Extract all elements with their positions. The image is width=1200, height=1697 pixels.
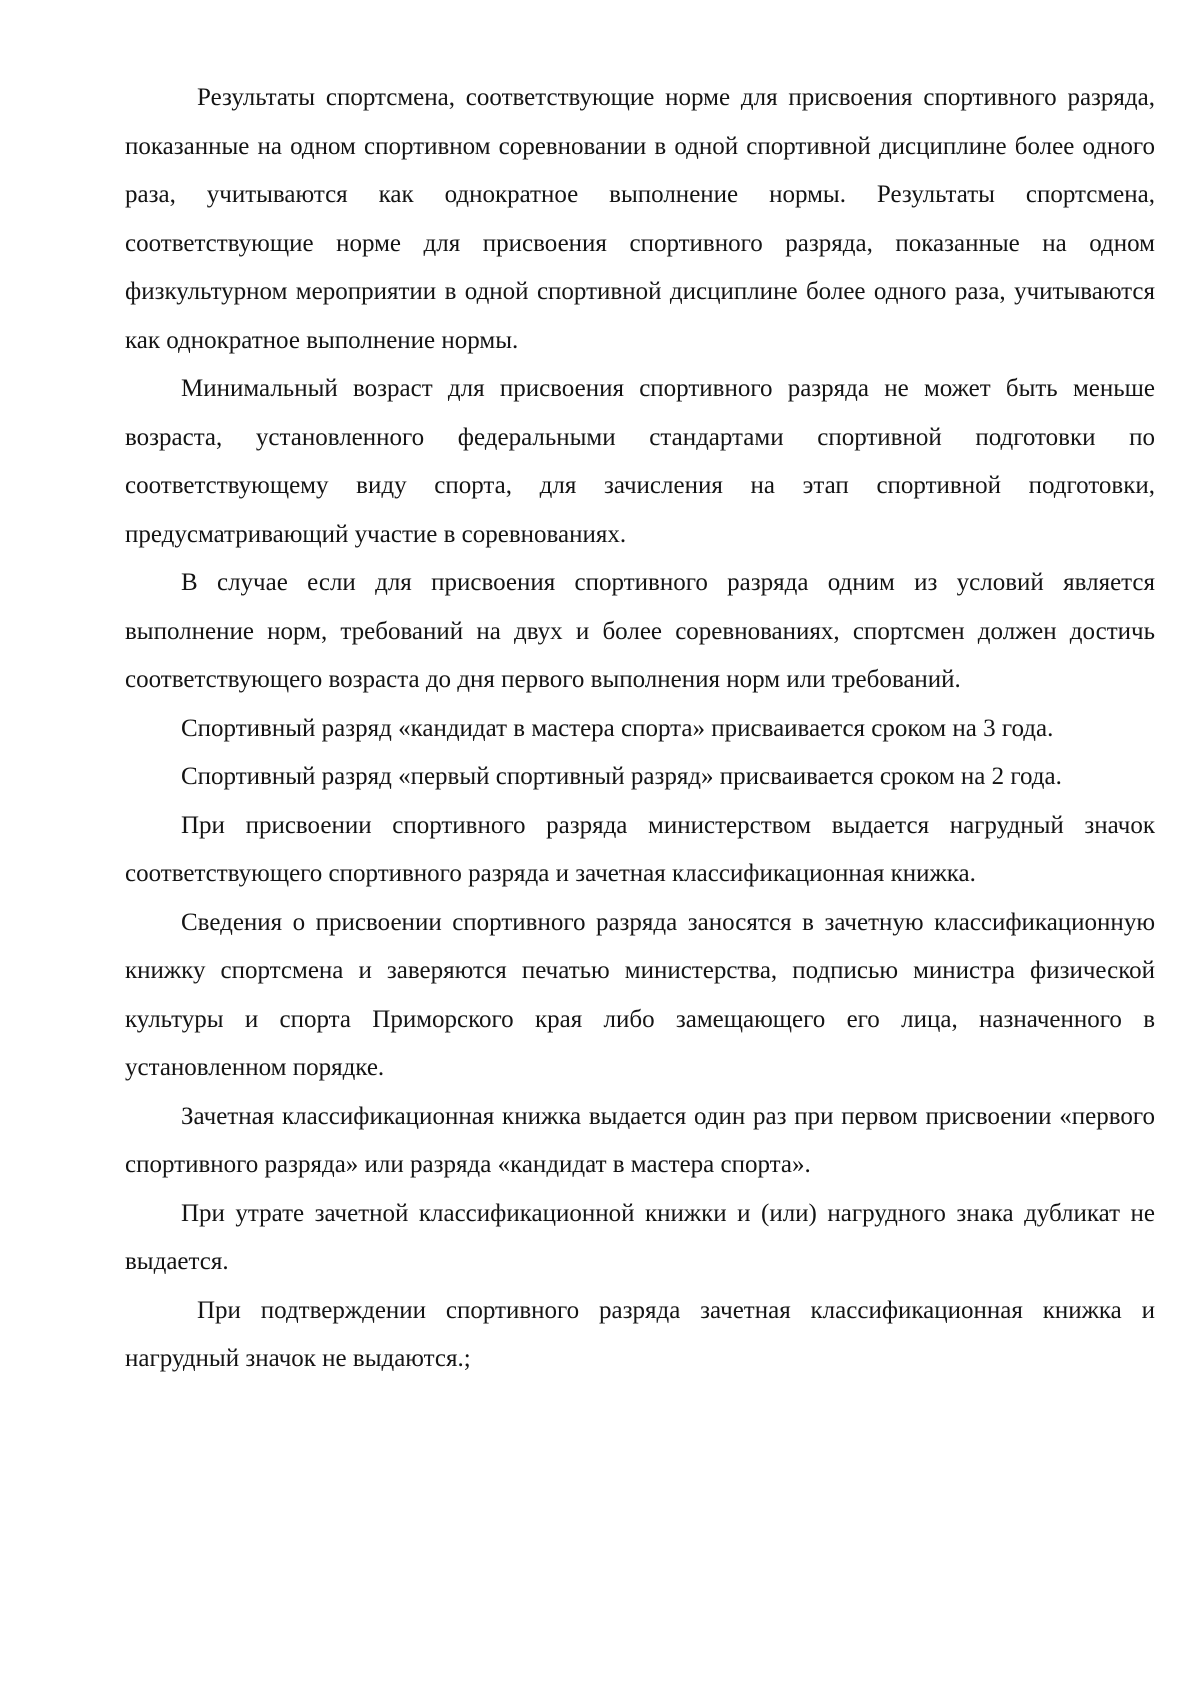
paragraph-book-issued-once: Зачетная классификационная книжка выдается один раз при первом присвоении «первого спортивного разряда» или разряда «кандидат в мастера спорта». xyxy=(125,1102,1155,1178)
paragraph-confirmation-no-issue: При подтверждении спортивного разряда зачетная классификационная книжка и нагрудный значок не выдаются.; xyxy=(125,1296,1155,1372)
paragraph-multiple-competitions-age: В случае если для присвоения спортивного разряда одним из условий является выполнение норм, требований на двух и более соревнованиях, спортсмен должен достичь соответствующего возраста до дня первого выполнения норм или требований. xyxy=(125,569,1155,693)
paragraph-no-duplicate: При утрате зачетной классификационной книжки и (или) нагрудного знака дубликат не выдается. xyxy=(125,1199,1155,1275)
paragraph-minimum-age: Минимальный возраст для присвоения спортивного разряда не может быть меньше возраста, установленного федеральными стандартами спортивной подготовки по соответствующему виду спорта, для зачисления на этап спортивной подготовки, предусматривающий участие в соревнованиях. xyxy=(125,375,1155,548)
document-body xyxy=(125,74,1155,1384)
paragraph-cms-term: Спортивный разряд «кандидат в мастера спорта» присваивается сроком на 3 года. xyxy=(181,714,1054,742)
paragraph-first-category-term: Спортивный разряд «первый спортивный разряд» присваивается сроком на 2 года. xyxy=(181,763,1062,790)
paragraph-badge-and-book-issue: При присвоении спортивного разряда министерством выдается нагрудный значок соответствующего спортивного разряда и зачетная классификационная книжка. xyxy=(125,811,1155,887)
paragraph-results-single-competition: Результаты спортсмена, соответствующие норме для присвоения спортивного разряда, показанные на одном спортивном соревновании в одной спортивной дисциплине более одного раза, учитываются как однократное выполнение нормы. Результаты спортсмена, соответствующие норме для присвоения спортивного разряда, показанные на одном физкультурном мероприятии в одной спортивной дисциплине более одного раза, учитываются как однократное выполнение нормы. xyxy=(125,84,1155,354)
paragraph-record-in-book: Сведения о присвоении спортивного разряда заносятся в зачетную классификационную книжку спортсмена и заверяются печатью министерства, подписью министра физической культуры и спорта Приморского края либо замещающего его лица, назначенного в установленном порядке. xyxy=(125,908,1155,1081)
